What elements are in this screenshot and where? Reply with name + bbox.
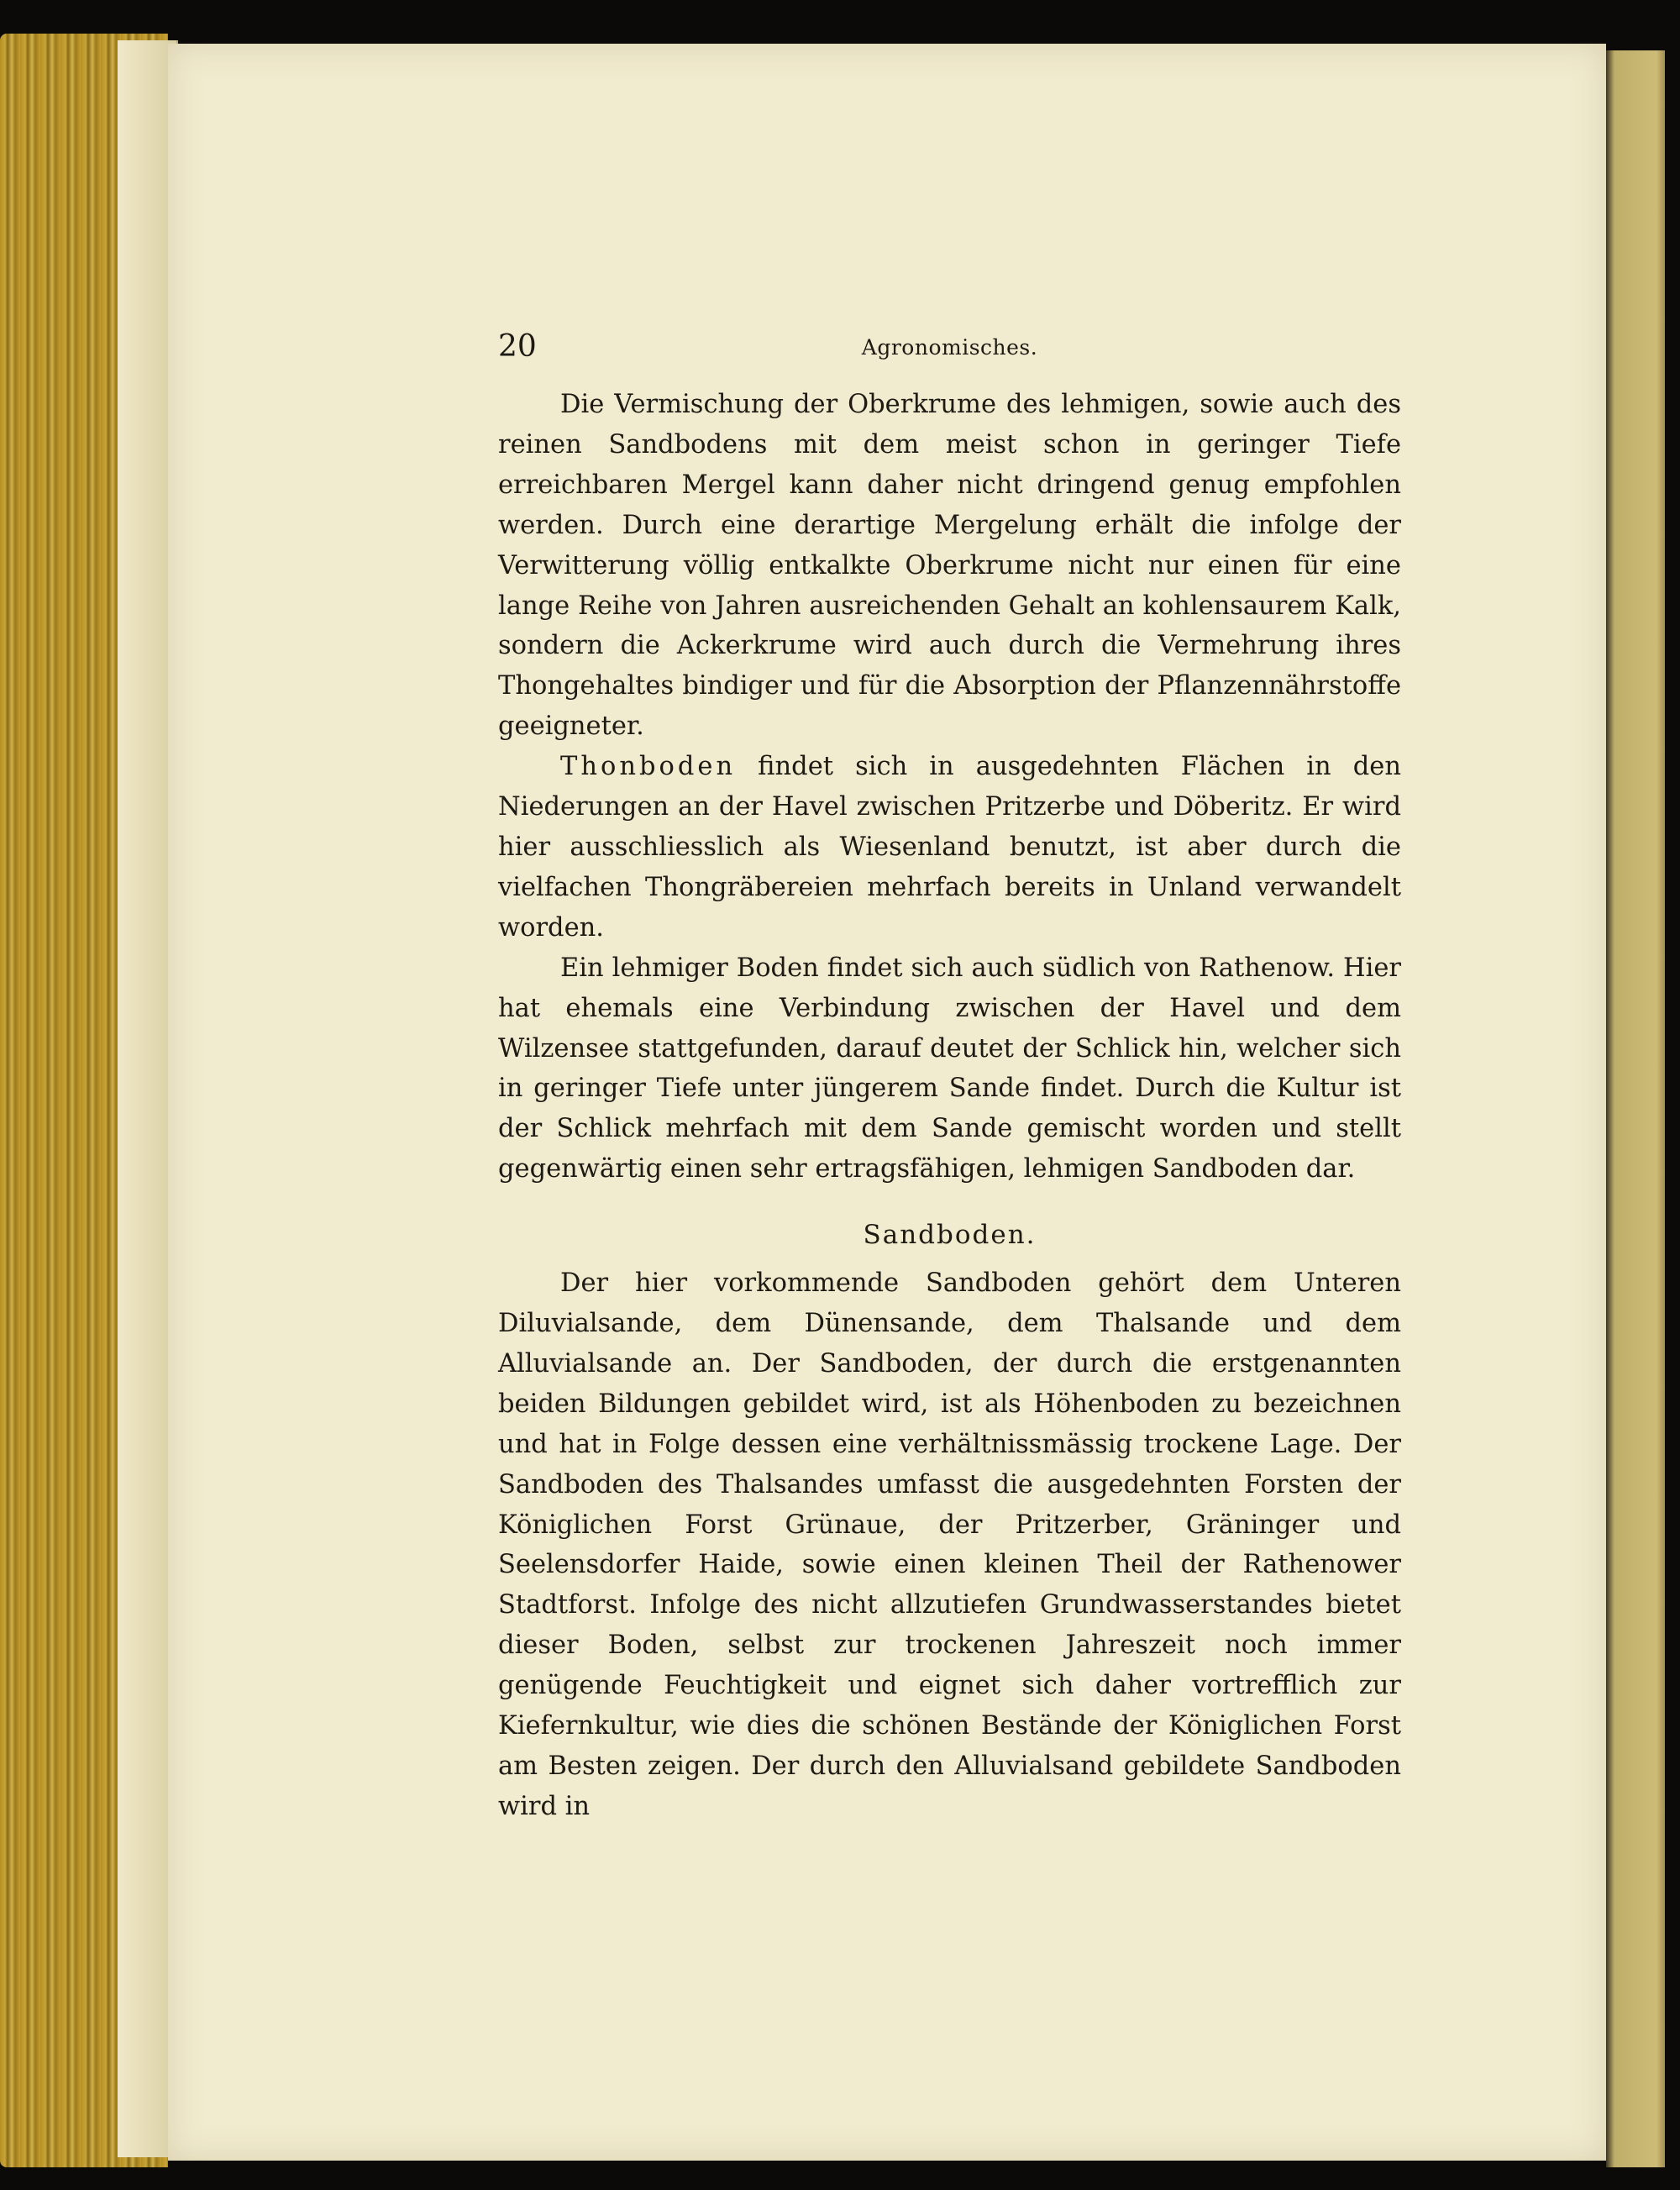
paragraph-mergel: Die Vermischung der Oberkrume des lehmigen, sowie auch des reinen Sandbodens mit dem meist schon in geringer Tiefe erreichbaren Mergel kann daher nicht dringend genug empfohlen werden. Durch eine derartige Mergelung erhält die infolge der Verwitterung völlig entkalkte Oberkrume nicht nur einen für eine lange Reihe von Jahren ausreichenden Gehalt an kohlensaurem Kalk, sondern die Ackerkrume wird auch durch die Vermehrung ihres Thongehaltes bindiger und für die Absorption der Pflanzennährstoffe geeigneter. [498,390,1401,742]
paragraph-thonboden-text: findet sich in ausgedehnten Flächen in den Niederungen an der Havel zwischen Pritzerbe und Döberitz. Er wird hier ausschliesslich als Wiesenland benutzt, ist aber durch die vielfachen Thongräbereien mehrfach bereits in Unland verwandelt worden. [498,752,1401,943]
page-number: 20 [498,329,537,364]
facing-page-edge [1606,50,1665,2167]
term-thonboden: Thonboden [560,752,737,782]
text-block [498,326,1401,1827]
running-head: Agronomisches. [861,335,1038,360]
section-heading-sandboden: Sandboden. [863,1220,1037,1251]
paragraph-thonboden [498,747,1401,948]
page-header [498,326,1401,376]
paragraph-sandboden: Der hier vorkommende Sandboden gehört dem Unteren Diluvialsande, dem Dünensande, dem Thalsande und dem Alluvialsande an. Der Sandboden, der durch die erstgenannten beiden Bildungen gebildet wird, ist als Höhenboden zu bezeichnen und hat in Folge dessen eine verhältnissmässig trockene Lage. Der Sandboden des Thalsandes umfasst die ausgedehnten Forsten der Königlichen Forst Grünaue, der Pritzerber, Gräninger und Seelensdorfer Haide, sowie einen kleinen Theil der Rathenower Stadtforst. Infolge des nicht allzutiefen Grundwasserstandes bietet dieser Boden, selbst zur trockenen Jahreszeit noch immer genügende Feuchtigkeit und eignet sich daher vortrefflich zur Kiefernkultur, wie dies die schönen Bestände der Königlichen Forst am Besten zeigen. Der durch den Alluvialsand gebildete Sandboden wird in [498,1268,1401,1821]
paragraph-lehmiger-boden: Ein lehmiger Boden findet sich auch südlich von Rathenow. Hier hat ehemals eine Verbindung zwischen der Havel und dem Wilzensee stattgefunden, darauf deutet der Schlick hin, welcher sich in geringer Tiefe unter jüngerem Sande findet. Durch die Kultur ist der Schlick mehrfach mit dem Sande gemischt worden und stellt gegenwärtig einen sehr ertragsfähigen, lehmigen Sandboden dar. [498,953,1401,1184]
